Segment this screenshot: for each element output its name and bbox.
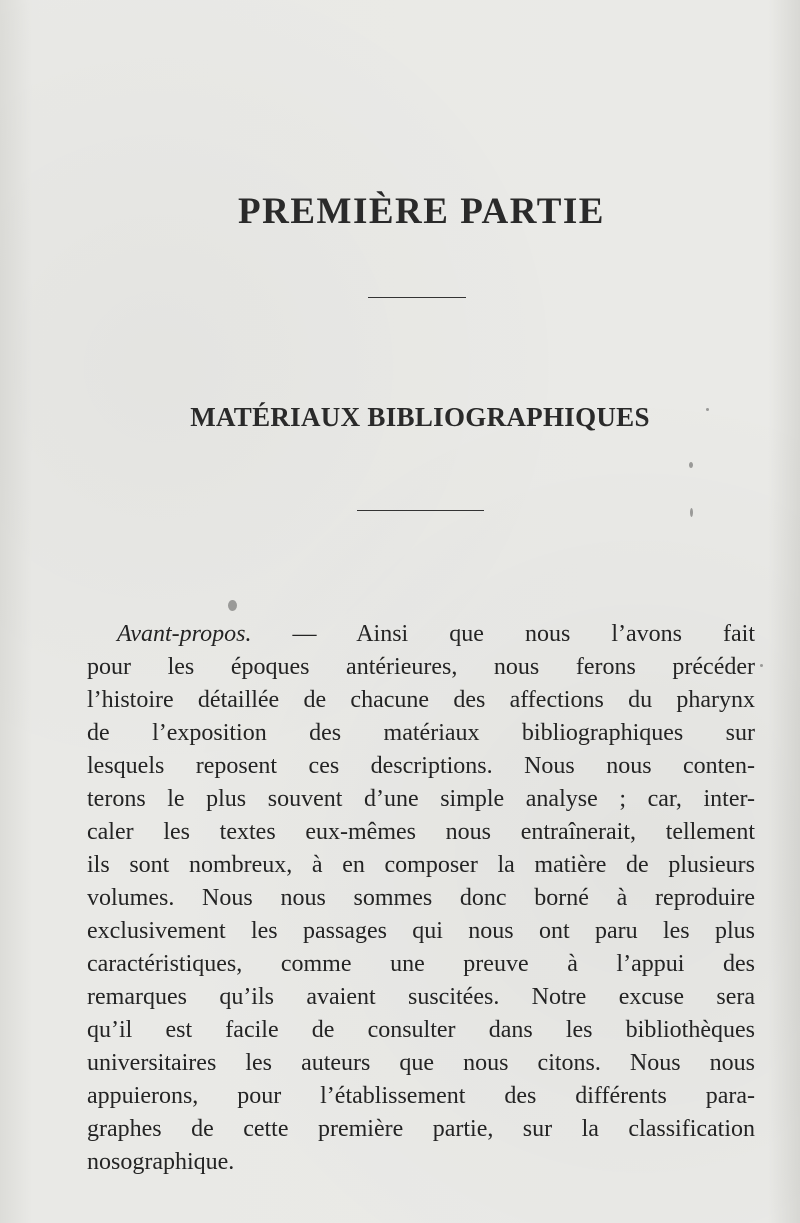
- paragraph-line: [87, 618, 755, 651]
- section-divider: [357, 510, 484, 511]
- paragraph-line: appuierons, pour l’établissement des différents para-: [87, 1083, 755, 1109]
- paragraph-line: terons le plus souvent d’une simple analyse ; car, inter-: [87, 786, 755, 812]
- paragraph-line: remarques qu’ils avaient suscitées. Notre excuse sera: [87, 984, 755, 1010]
- paper-speck: [760, 664, 763, 667]
- paragraph-line: qu’il est facile de consulter dans les bibliothèques: [87, 1017, 755, 1043]
- paragraph-line: nosographique.: [87, 1149, 235, 1175]
- section-title: MATÉRIAUX BIBLIOGRAPHIQUES: [190, 402, 650, 432]
- paragraph-line: exclusivement les passages qui nous ont paru les plus: [87, 918, 755, 944]
- paragraph-line: pour les époques antérieures, nous ferons précéder: [87, 654, 755, 680]
- paragraph-line: lesquels reposent ces descriptions. Nous nous conten-: [87, 753, 755, 779]
- paragraph-line: graphes de cette première partie, sur la classification: [87, 1116, 755, 1142]
- part-title: PREMIÈRE PARTIE: [238, 191, 605, 232]
- paragraph-line: caler les textes eux-mêmes nous entraînerait, tellement: [87, 819, 755, 845]
- paragraph-line: universitaires les auteurs que nous citons. Nous nous: [87, 1050, 755, 1076]
- paragraph-line: l’histoire détaillée de chacune des affections du pharynx: [87, 687, 755, 713]
- paper-speck: [228, 600, 237, 611]
- paper-speck: [706, 408, 709, 411]
- title-divider: [368, 297, 466, 298]
- body-paragraph: [87, 618, 755, 1179]
- lead-heading: Avant-propos.: [117, 621, 252, 647]
- paper-speck: [689, 462, 693, 468]
- paragraph-line: volumes. Nous nous sommes donc borné à reproduire: [87, 885, 755, 911]
- paragraph-line: de l’exposition des matériaux bibliographiques sur: [87, 720, 755, 746]
- line-text: — Ainsi que nous l’avons fait: [251, 621, 755, 647]
- paragraph-line: ils sont nombreux, à en composer la matière de plusieurs: [87, 852, 755, 878]
- paragraph-line: caractéristiques, comme une preuve à l’appui des: [87, 951, 755, 977]
- paper-speck: [690, 508, 693, 517]
